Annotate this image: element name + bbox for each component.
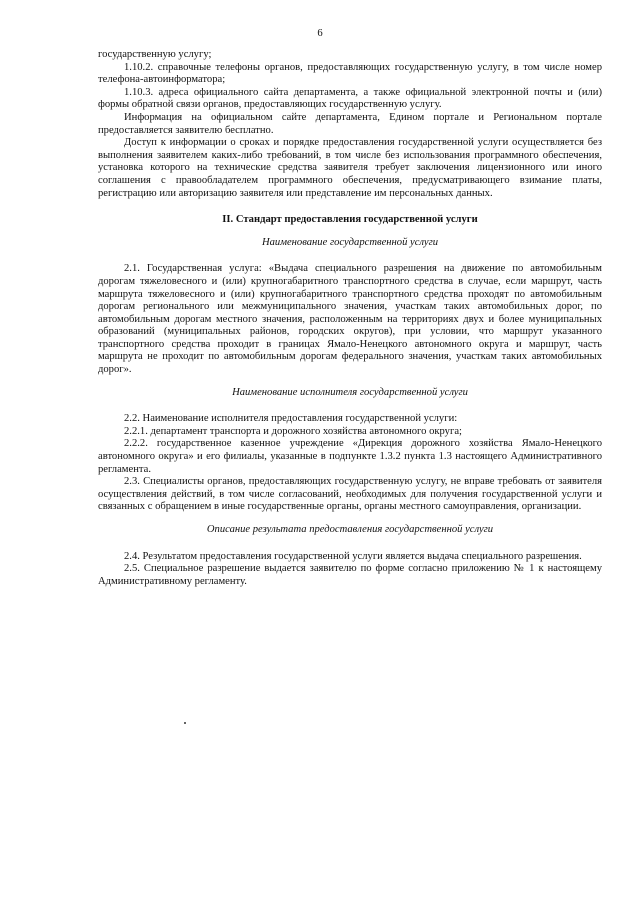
paragraph: 1.10.3. адреса официального сайта департамента, а также официальной электронной почты и (или) формы обратной связи органов, предоставляющих государственную услугу. [98, 86, 602, 111]
page-number: 6 [317, 28, 323, 39]
section-title: II. Стандарт предоставления государственной услуги [222, 214, 478, 226]
subsection-title-executor: Наименование исполнителя государственной услуги [232, 386, 468, 398]
paragraph: Информация на официальном сайте департамента, Едином портале и Региональном портале предоставляется заявителю бесплатно. [98, 111, 602, 136]
subsection-title-result: Описание результата предоставления государственной услуги [206, 524, 494, 535]
paragraph: 2.3. Специалисты органов, предоставляющих государственную услугу, не вправе требовать от заявителя осуществления действий, в том числе согласований, необходимых для получения государственной услуги и связанных с обращением в иные государственные органы, органы местного самоуправления, организации. [98, 476, 602, 513]
paragraph: 1.10.2. справочные телефоны органов, предоставляющих государственную услугу, в том числе номер телефона-автоинформатора; [98, 61, 602, 86]
paragraph: 2.5. Специальное разрешение выдается заявителю по форме согласно приложению № 1 к настоящему Административному регламенту. [98, 563, 602, 587]
paragraph: 2.2.1. департамент транспорта и дорожного хозяйства автономного округа; [124, 425, 462, 437]
paragraph: 2.4. Результатом предоставления государственной услуги является выдача специального разрешения. [124, 550, 582, 562]
scan-speck [184, 722, 186, 724]
paragraph: государственную услугу; [98, 49, 212, 60]
paragraph: 2.2.2. государственное казенное учреждение «Дирекция дорожного хозяйства Ямало-Ненецкого автономного округа» и его филиалы, указанные в подпункте 1.3.2 пункта 1.3 настоящего Административного регламента. [98, 438, 602, 475]
paragraph: 2.1. Государственная услуга: «Выдача специального разрешения на движение по автомобильным дорогам тяжеловесного и (или) крупногабаритного транспортного средства в случае, если маршрут, часть маршрута тяжеловесного и (или) крупногабаритного транспортного средства проходят по автомобильным дорогам регионального или межмуниципального значения, участкам таких автомобильных дорог, по автомобильным дорогам местного значения, расположенным на территориях двух и более муниципальных образований (муниципальных районов, городских округов), при условии, что маршрут указанного транспортного средства проходит в границах Ямало-Ненецкого автономного округа и маршрут, часть маршрута не проходит по автомобильным дорогам федерального значения, участкам таких автомобильных дорог». [98, 263, 602, 376]
paragraph: Доступ к информации о сроках и порядке предоставления государственной услуги осуществляется без выполнения заявителем каких-либо требований, в том числе без использования программного обеспечения, установка которого на технические средства заявителя требует заключения лицензионного или иного соглашения с правообладателем программного обеспечения, предусматривающего взимание платы, регистрацию или авторизацию заявителя или представление им персональных данных. [98, 137, 602, 199]
paragraph: 2.2. Наименование исполнителя предоставления государственной услуги: [124, 413, 458, 425]
subsection-title-name: Наименование государственной услуги [261, 236, 439, 248]
document-body [98, 49, 602, 588]
